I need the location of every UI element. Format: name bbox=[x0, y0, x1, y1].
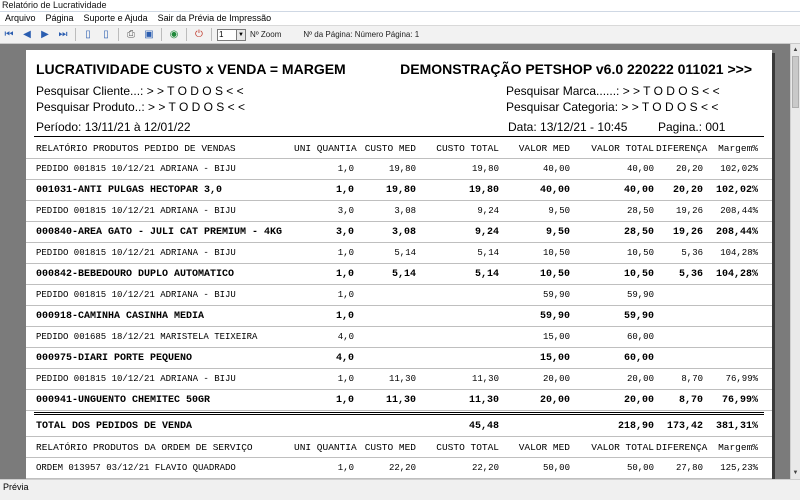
cell-vtot: 60,00 bbox=[626, 332, 654, 342]
cell-vtot: 50,00 bbox=[626, 463, 654, 473]
cell-marg: 104,28% bbox=[715, 269, 758, 280]
cell-cmed: 5,14 bbox=[394, 248, 416, 258]
cell-ctot: 9,24 bbox=[477, 206, 499, 216]
cell-vtot: 10,50 bbox=[623, 269, 654, 280]
cell-ctot: 19,80 bbox=[468, 185, 499, 196]
scroll-down-icon[interactable]: ▼ bbox=[792, 470, 799, 476]
cell-vtot: 59,90 bbox=[626, 290, 654, 300]
toolbar-separator bbox=[186, 28, 187, 41]
cell-cmed: 5,14 bbox=[391, 269, 416, 280]
cell-vmed: 50,00 bbox=[542, 463, 570, 473]
order-line-row bbox=[26, 369, 772, 390]
toolbar-separator bbox=[75, 28, 76, 41]
cell-vtot: 28,50 bbox=[623, 227, 654, 238]
cell-qty: 1,0 bbox=[335, 185, 354, 196]
row-description: 000840-AREA GATO - JULI CAT PREMIUM - 4KG bbox=[36, 227, 283, 238]
cell-qty: 1,0 bbox=[337, 290, 354, 300]
filter-cliente: Pesquisar Cliente...: > > T O D O S < < bbox=[36, 84, 244, 98]
toolbar-separator bbox=[161, 28, 162, 41]
column-header: CUSTO TOTAL bbox=[436, 442, 499, 453]
filter-categoria: Pesquisar Categoria: > > T O D O S < < bbox=[506, 100, 719, 114]
product-subtotal-row bbox=[26, 264, 772, 285]
total-label: TOTAL DOS PEDIDOS DE VENDA bbox=[36, 421, 193, 432]
toolbar-separator bbox=[211, 28, 212, 41]
menu-pagina[interactable]: Página bbox=[45, 13, 74, 23]
row-description: 000975-DIARI PORTE PEQUENO bbox=[36, 353, 193, 364]
cell-dif: 27,80 bbox=[675, 463, 703, 473]
report-company: DEMONSTRAÇÃO PETSHOP v6.0 220222 011021 >>> bbox=[400, 61, 752, 77]
close-preview-icon[interactable]: ⏻ bbox=[195, 28, 203, 40]
cell-vtot: 20,00 bbox=[623, 395, 654, 406]
cell-ctot: 22,20 bbox=[471, 463, 499, 473]
report-page bbox=[26, 50, 772, 490]
column-header: UNI QUANTIA bbox=[294, 442, 357, 453]
cell-vmed: 9,50 bbox=[545, 227, 570, 238]
cell-ctot: 9,24 bbox=[474, 227, 499, 238]
section-header-row bbox=[26, 437, 772, 458]
previous-page-icon[interactable]: ◀ bbox=[23, 28, 31, 40]
cell-dif: 5,36 bbox=[678, 269, 703, 280]
column-header: DIFERENÇA bbox=[656, 143, 708, 154]
cell-marg: 102,02% bbox=[715, 185, 758, 196]
cell-vtot: 28,50 bbox=[626, 206, 654, 216]
scroll-thumb[interactable] bbox=[792, 56, 799, 108]
cell-cmed: 3,08 bbox=[391, 227, 416, 238]
cell-marg: 125,23% bbox=[720, 463, 758, 473]
cell-vtot: 20,00 bbox=[626, 374, 654, 384]
scroll-up-icon[interactable]: ▲ bbox=[792, 47, 799, 53]
section-header-row bbox=[26, 138, 772, 159]
order-line-row bbox=[26, 201, 772, 222]
cell-vmed: 20,00 bbox=[542, 374, 570, 384]
report-title: LUCRATIVIDADE CUSTO x VENDA = MARGEM bbox=[36, 61, 346, 77]
cell-vmed: 15,00 bbox=[539, 353, 570, 364]
product-subtotal-row bbox=[26, 180, 772, 201]
cell-marg: 208,44% bbox=[715, 227, 758, 238]
cell-vmed: 59,90 bbox=[539, 311, 570, 322]
row-description: ORDEM 013957 03/12/21 FLAVIO QUADRADO bbox=[36, 463, 236, 473]
cell-ctot: 5,14 bbox=[477, 248, 499, 258]
cell-vmed: 59,90 bbox=[542, 290, 570, 300]
row-description: 000918-CAMINHA CASINHA MEDIA bbox=[36, 311, 205, 322]
last-page-icon[interactable]: ⏭ bbox=[58, 28, 68, 40]
section-title: RELATÓRIO PRODUTOS PEDIDO DE VENDAS bbox=[36, 143, 236, 154]
cell-cmed: 3,08 bbox=[394, 206, 416, 216]
product-subtotal-row bbox=[26, 306, 772, 327]
menu-arquivo[interactable]: Arquivo bbox=[5, 13, 36, 23]
page-number-label: Nº da Página: Número Página: 1 bbox=[303, 30, 420, 39]
cell-dif: 20,20 bbox=[675, 164, 703, 174]
filter-produto: Pesquisar Produto..: > > T O D O S < < bbox=[36, 100, 245, 114]
cell-marg: 76,99% bbox=[725, 374, 758, 384]
total-valor: 218,90 bbox=[617, 421, 654, 432]
row-description: PEDIDO 001815 10/12/21 ADRIANA - BIJU bbox=[36, 374, 236, 384]
row-description: PEDIDO 001685 18/12/21 MARISTELA TEIXEIRA bbox=[36, 332, 258, 342]
chevron-down-icon[interactable]: ▼ bbox=[237, 29, 246, 41]
status-bar bbox=[0, 479, 800, 500]
toolbar bbox=[0, 25, 800, 44]
cell-vmed: 20,00 bbox=[539, 395, 570, 406]
cell-qty: 3,0 bbox=[337, 206, 354, 216]
cell-qty: 3,0 bbox=[335, 227, 354, 238]
cell-vmed: 40,00 bbox=[539, 185, 570, 196]
report-date: Data: 13/12/21 - 10:45 bbox=[508, 120, 628, 134]
column-header: CUSTO TOTAL bbox=[436, 143, 499, 154]
cell-qty: 1,0 bbox=[335, 269, 354, 280]
total-diferenca: 173,42 bbox=[666, 421, 703, 432]
column-header: VALOR MED bbox=[518, 143, 570, 154]
header-rule bbox=[34, 136, 764, 137]
cell-vtot: 10,50 bbox=[626, 248, 654, 258]
filter-marca: Pesquisar Marca......: > > T O D O S < < bbox=[506, 84, 720, 98]
section-title: RELATÓRIO PRODUTOS DA ORDEM DE SERVIÇO bbox=[36, 442, 253, 453]
cell-dif: 20,20 bbox=[672, 185, 703, 196]
vertical-scrollbar[interactable] bbox=[790, 44, 800, 479]
row-description: PEDIDO 001815 10/12/21 ADRIANA - BIJU bbox=[36, 164, 236, 174]
column-header: VALOR TOTAL bbox=[591, 143, 654, 154]
menu-suporte-ajuda[interactable]: Suporte e Ajuda bbox=[83, 13, 148, 23]
cell-vmed: 10,50 bbox=[542, 248, 570, 258]
print-icon[interactable]: ⎙ bbox=[127, 28, 135, 40]
cell-cmed: 11,30 bbox=[385, 395, 416, 406]
menu-bar bbox=[0, 12, 800, 25]
cell-ctot: 19,80 bbox=[471, 164, 499, 174]
order-line-row bbox=[26, 285, 772, 306]
report-periodo: Período: 13/11/21 à 12/01/22 bbox=[36, 120, 191, 134]
row-description: PEDIDO 001815 10/12/21 ADRIANA - BIJU bbox=[36, 290, 236, 300]
total-rule bbox=[34, 412, 764, 415]
row-description: PEDIDO 001815 10/12/21 ADRIANA - BIJU bbox=[36, 206, 236, 216]
cell-vmed: 10,50 bbox=[539, 269, 570, 280]
cell-vtot: 40,00 bbox=[626, 164, 654, 174]
cell-marg: 102,02% bbox=[720, 164, 758, 174]
page-setup-icon[interactable]: ▣ bbox=[144, 28, 154, 40]
cell-ctot: 11,30 bbox=[471, 374, 499, 384]
product-subtotal-row bbox=[26, 348, 772, 369]
order-line-row bbox=[26, 327, 772, 348]
cell-marg: 208,44% bbox=[720, 206, 758, 216]
order-line-row bbox=[26, 243, 772, 264]
report-page-number: Pagina.: 001 bbox=[658, 120, 726, 134]
order-line-row bbox=[26, 458, 772, 479]
cell-ctot: 11,30 bbox=[468, 395, 499, 406]
cell-qty: 1,0 bbox=[337, 463, 354, 473]
cell-cmed: 22,20 bbox=[388, 463, 416, 473]
cell-qty: 1,0 bbox=[337, 248, 354, 258]
cell-dif: 5,36 bbox=[681, 248, 703, 258]
row-description: 000842-BEBEDOURO DUPLO AUTOMATICO bbox=[36, 269, 235, 280]
single-page-icon[interactable]: ▯ bbox=[85, 28, 91, 40]
cell-dif: 19,26 bbox=[672, 227, 703, 238]
preview-viewport[interactable] bbox=[0, 44, 790, 479]
two-pages-icon[interactable]: ▯ bbox=[103, 28, 109, 40]
cell-vtot: 40,00 bbox=[623, 185, 654, 196]
cell-dif: 8,70 bbox=[681, 374, 703, 384]
total-custo: 45,48 bbox=[468, 421, 499, 432]
cell-cmed: 19,80 bbox=[388, 164, 416, 174]
zoom-label: Nº Zoom bbox=[250, 30, 282, 39]
column-header: CUSTO MED bbox=[364, 143, 416, 154]
cell-qty: 4,0 bbox=[335, 353, 354, 364]
menu-sair-previa[interactable]: Sair da Prévia de Impressão bbox=[157, 13, 272, 23]
first-page-icon[interactable]: ⏮ bbox=[4, 28, 14, 40]
product-subtotal-row bbox=[26, 222, 772, 243]
column-header: CUSTO MED bbox=[364, 442, 416, 453]
column-header: Margem% bbox=[718, 442, 758, 453]
row-description: PEDIDO 001815 10/12/21 ADRIANA - BIJU bbox=[36, 248, 236, 258]
cell-cmed: 11,30 bbox=[388, 374, 416, 384]
cell-qty: 1,0 bbox=[335, 395, 354, 406]
column-header: Margem% bbox=[718, 143, 758, 154]
order-line-row bbox=[26, 159, 772, 180]
cell-vmed: 9,50 bbox=[548, 206, 570, 216]
cell-dif: 8,70 bbox=[678, 395, 703, 406]
column-header: VALOR TOTAL bbox=[591, 442, 654, 453]
total-row bbox=[26, 416, 772, 437]
cell-cmed: 19,80 bbox=[385, 185, 416, 196]
product-subtotal-row bbox=[26, 390, 772, 411]
column-header: VALOR MED bbox=[518, 442, 570, 453]
cell-qty: 4,0 bbox=[337, 332, 354, 342]
cell-qty: 1,0 bbox=[337, 374, 354, 384]
cell-marg: 76,99% bbox=[721, 395, 758, 406]
row-description: 000941-UNGUENTO CHEMITEC 50GR bbox=[36, 395, 211, 406]
next-page-icon[interactable]: ▶ bbox=[41, 28, 49, 40]
status-text: Prévia bbox=[3, 482, 29, 492]
column-header: UNI QUANTIA bbox=[294, 143, 357, 154]
export-icon[interactable]: ◉ bbox=[169, 28, 179, 40]
row-description: 001031-ANTI PULGAS HECTOPAR 3,0 bbox=[36, 185, 223, 196]
cell-dif: 19,26 bbox=[675, 206, 703, 216]
total-margem: 381,31% bbox=[715, 421, 758, 432]
cell-marg: 104,28% bbox=[720, 248, 758, 258]
toolbar-separator bbox=[118, 28, 119, 41]
column-header: DIFERENÇA bbox=[656, 442, 708, 453]
cell-ctot: 5,14 bbox=[474, 269, 499, 280]
window-title: Relatório de Lucratividade bbox=[0, 0, 800, 12]
cell-vmed: 15,00 bbox=[542, 332, 570, 342]
zoom-select[interactable]: 1 bbox=[217, 29, 237, 41]
cell-qty: 1,0 bbox=[335, 311, 354, 322]
cell-qty: 1,0 bbox=[337, 164, 354, 174]
cell-vmed: 40,00 bbox=[542, 164, 570, 174]
cell-vtot: 59,90 bbox=[623, 311, 654, 322]
cell-vtot: 60,00 bbox=[623, 353, 654, 364]
